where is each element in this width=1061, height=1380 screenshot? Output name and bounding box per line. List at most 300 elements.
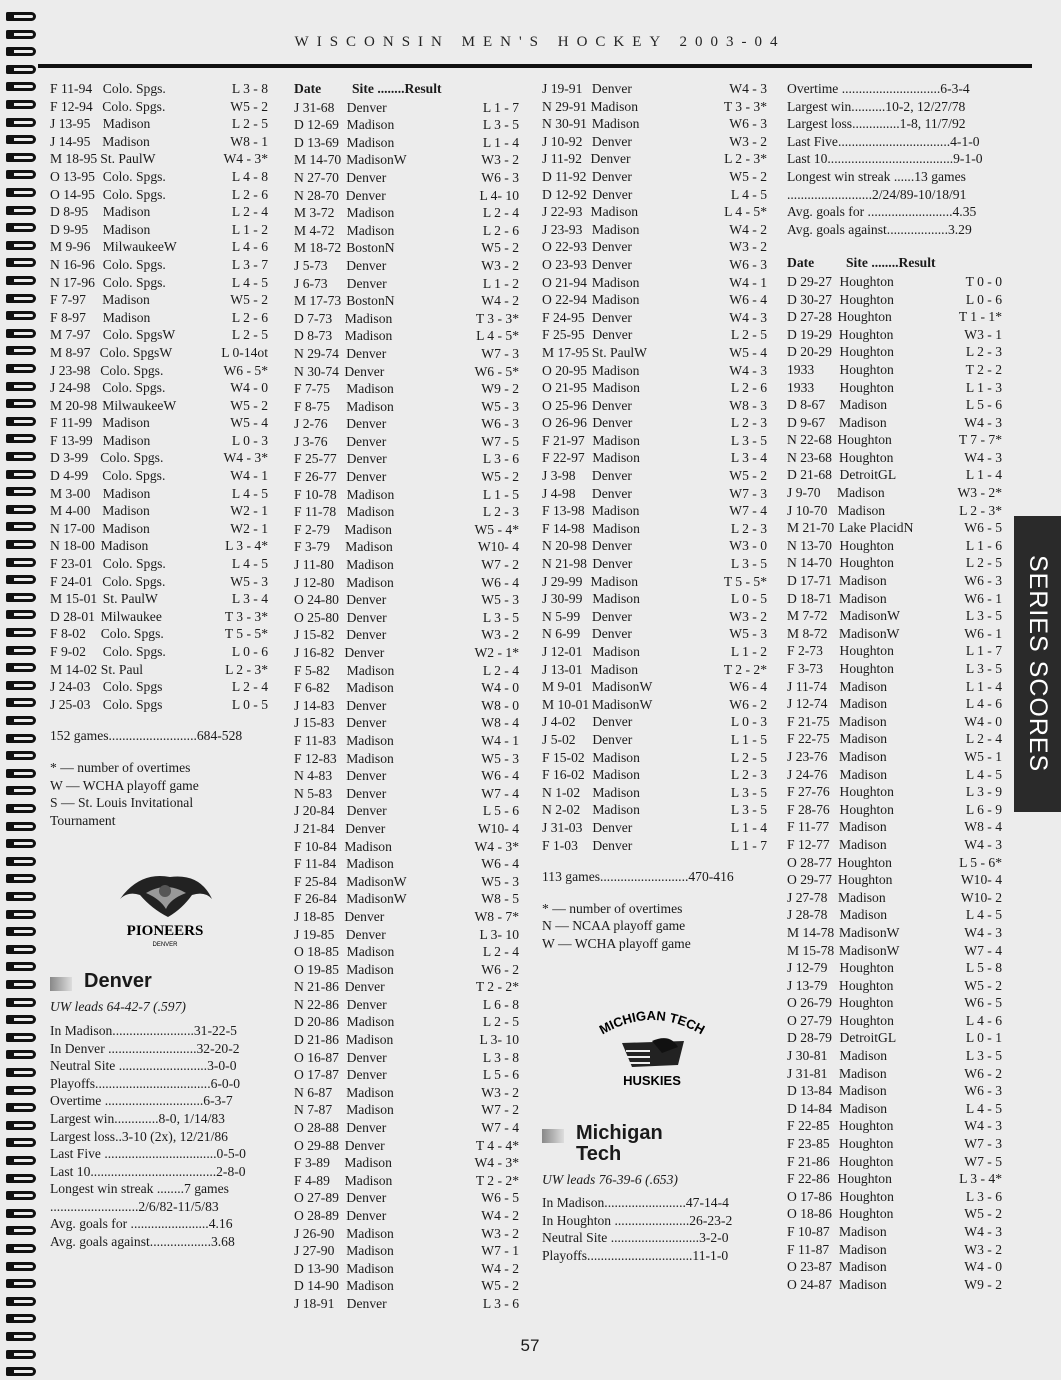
game-result: W6 - 2 <box>481 961 519 977</box>
game-site: Denver <box>346 1295 387 1311</box>
game-result: W5 - 2 <box>230 98 268 114</box>
result-row <box>787 1258 1002 1276</box>
result-row <box>50 98 268 116</box>
result-row <box>787 449 1002 467</box>
game-date: M 10-01 <box>542 696 590 712</box>
game-site: Madison <box>591 221 640 237</box>
result-row <box>294 662 519 680</box>
result-row <box>294 785 519 803</box>
game-date: O 18-86 <box>787 1206 832 1222</box>
game-date: N 28-70 <box>294 187 339 203</box>
game-date: N 1-02 <box>542 784 581 800</box>
stat-line: Largest win.............8-0, 1/14/83 <box>50 1110 225 1126</box>
game-date: N 23-68 <box>787 449 832 465</box>
game-site: Denver <box>346 451 387 467</box>
game-site: St. PaulW <box>102 591 158 607</box>
game-date: F 11-78 <box>294 504 337 520</box>
game-site: Madison <box>346 486 395 502</box>
game-date: F 9-02 <box>50 644 86 659</box>
game-site: MadisonW <box>839 625 900 641</box>
game-site: Denver <box>591 133 632 149</box>
result-row <box>542 643 767 661</box>
game-site: Madison <box>839 1048 888 1064</box>
result-row <box>542 608 767 626</box>
game-site: Madison <box>839 1065 887 1081</box>
result-row <box>294 838 519 856</box>
game-site: Madison <box>592 450 640 466</box>
game-site: Madison <box>839 1083 887 1099</box>
game-result: W4 - 3 <box>964 924 1002 940</box>
game-date: M 18-95 <box>50 151 98 167</box>
result-row <box>294 222 519 240</box>
game-site: Colo. Spgs. <box>102 556 166 572</box>
team-name: Denver <box>84 970 152 993</box>
binding-ring <box>6 751 36 760</box>
binding-ring <box>6 663 36 672</box>
result-row <box>542 749 767 767</box>
binding-ring <box>6 857 36 866</box>
result-row <box>542 731 767 749</box>
game-date: N 6-99 <box>542 626 581 642</box>
game-result: W3 - 2 <box>729 608 767 624</box>
result-row <box>50 485 268 503</box>
game-date: N 21-98 <box>542 556 587 572</box>
result-row <box>294 1295 519 1313</box>
stat-line: Largest win..........10-2, 12/27/78 <box>787 98 966 114</box>
binding-ring <box>6 452 36 461</box>
game-date: N 5-83 <box>294 785 333 801</box>
game-result: L 3 - 4* <box>959 1171 1002 1187</box>
game-result: L 2 - 4 <box>231 679 268 695</box>
game-result: W4 - 3* <box>474 838 519 854</box>
game-site: Madison <box>102 221 151 237</box>
game-result: L 3 - 5 <box>965 661 1002 676</box>
result-row <box>542 467 767 485</box>
game-result: T 5 - 5* <box>224 626 268 642</box>
result-row <box>787 361 1002 379</box>
game-result: L 1 - 5 <box>482 486 519 502</box>
game-date: M 4-72 <box>294 222 335 238</box>
game-result: W8 - 7* <box>474 908 519 924</box>
result-row <box>542 555 767 573</box>
result-row <box>542 133 767 151</box>
result-row <box>787 590 1002 608</box>
game-result: L 1 - 2 <box>482 275 519 291</box>
game-site: Madison <box>592 432 640 448</box>
game-result: W7 - 2 <box>481 557 519 573</box>
game-result: L 0 - 5 <box>730 591 767 607</box>
result-row <box>542 537 767 555</box>
game-site: Denver <box>346 785 387 801</box>
game-date: F 22-97 <box>542 450 585 466</box>
result-row <box>787 1276 1002 1294</box>
game-site: Denver <box>345 926 386 942</box>
game-site: Madison <box>346 732 394 748</box>
binding-ring <box>6 364 36 373</box>
result-row <box>294 855 519 873</box>
game-site: BostonN <box>346 240 395 256</box>
binding-ring <box>6 311 36 320</box>
binding-ring <box>6 558 36 567</box>
game-result: L 2 - 3 <box>965 344 1002 360</box>
binding-ring <box>6 1138 36 1147</box>
game-site: Denver <box>344 979 385 995</box>
game-result: L 3 - 8 <box>482 1049 519 1065</box>
game-date: O 16-87 <box>294 1049 339 1065</box>
result-row <box>294 275 519 293</box>
game-site: Madison <box>102 292 150 308</box>
game-date: F 8-02 <box>50 626 86 642</box>
result-row <box>50 397 268 415</box>
game-result: L 4 - 6 <box>965 696 1002 712</box>
game-site: Madison <box>839 696 888 712</box>
result-row <box>787 379 1002 397</box>
game-result: W2 - 1* <box>474 645 519 660</box>
game-result: L 1 - 4 <box>730 819 767 835</box>
binding-ring <box>6 82 36 91</box>
game-site: Madison <box>839 1100 888 1116</box>
game-date: D 21-68 <box>787 467 832 483</box>
game-date: J 20-84 <box>294 803 335 819</box>
result-row <box>542 520 767 538</box>
stat-line: In Denver ..........................32-20-2 <box>50 1040 240 1056</box>
game-date: N 27-70 <box>294 169 339 185</box>
game-date: O 21-94 <box>542 274 587 290</box>
header-date: Date <box>294 81 322 96</box>
game-result: W6 - 3 <box>481 416 519 432</box>
result-row <box>294 380 519 398</box>
result-row <box>787 1223 1002 1241</box>
game-site: Madison <box>592 591 640 607</box>
game-date: J 18-85 <box>294 908 335 924</box>
result-row <box>542 379 767 397</box>
game-date: D 18-71 <box>787 590 832 606</box>
game-site: Madison <box>346 680 394 696</box>
game-date: N 21-86 <box>294 979 339 995</box>
game-date: O 29-88 <box>294 1137 339 1153</box>
result-row <box>50 625 268 643</box>
game-date: J 26-90 <box>294 1225 335 1241</box>
game-date: O 24-87 <box>787 1276 832 1292</box>
result-row <box>50 590 268 608</box>
result-row <box>50 133 268 151</box>
result-row <box>542 678 767 696</box>
game-site: Madison <box>591 292 640 308</box>
result-row <box>787 695 1002 713</box>
result-row <box>787 1047 1002 1065</box>
game-date: J 5-73 <box>294 257 328 273</box>
game-date: F 11-87 <box>787 1241 830 1257</box>
binding-ring <box>6 417 36 426</box>
game-site: Madison <box>839 766 888 782</box>
game-site: Houghton <box>839 273 894 289</box>
game-result: W4 - 3* <box>223 151 268 167</box>
game-date: J 6-73 <box>294 275 328 291</box>
binding-ring <box>6 434 36 443</box>
game-result: L 4 - 5 <box>231 556 268 572</box>
result-row <box>787 994 1002 1012</box>
game-result: W7 - 3 <box>729 485 767 501</box>
result-row <box>294 99 519 117</box>
game-date: N 6-87 <box>294 1084 333 1100</box>
game-site: Houghton <box>839 801 894 817</box>
binding-ring <box>6 1244 36 1253</box>
result-row <box>787 1100 1002 1118</box>
result-row <box>294 1207 519 1225</box>
game-date: J 13-01 <box>542 661 583 677</box>
game-date: O 17-86 <box>787 1188 832 1204</box>
game-result: W5 - 2 <box>964 1206 1002 1222</box>
game-result: W6 - 5 <box>964 995 1002 1011</box>
game-date: F 21-97 <box>542 432 585 448</box>
game-date: J 4-02 <box>542 714 576 730</box>
game-result: W6 - 3 <box>964 573 1002 589</box>
game-result: W9 - 2 <box>964 1276 1002 1292</box>
game-date: O 17-87 <box>294 1067 339 1083</box>
game-date: F 22-86 <box>787 1171 830 1187</box>
legend-notes-1 <box>50 759 268 829</box>
header-site-result <box>352 80 442 98</box>
pioneers-logo <box>110 869 220 949</box>
game-site: Denver <box>346 1190 387 1206</box>
game-result: L 2 - 4 <box>482 944 519 960</box>
game-result: W9 - 2 <box>481 381 519 397</box>
game-date: N 17-96 <box>50 274 95 290</box>
game-site: Denver <box>591 485 632 501</box>
game-date: M 18-72 <box>294 240 342 256</box>
game-site: Madison <box>102 520 150 536</box>
game-site: Colo. Spgs. <box>102 573 166 589</box>
game-date: J 12-01 <box>542 644 583 659</box>
game-date: F 21-86 <box>787 1153 830 1169</box>
game-result: W3 - 0 <box>729 538 767 554</box>
game-date: F 27-76 <box>787 784 830 800</box>
game-site: Denver <box>346 592 387 608</box>
stat-line: In Madison........................31-22-5 <box>50 1022 237 1038</box>
result-row <box>542 819 767 837</box>
game-date: N 4-83 <box>294 768 333 784</box>
game-site: Houghton <box>839 1136 894 1152</box>
game-date: F 7-75 <box>294 381 330 397</box>
binding-ring <box>6 910 36 919</box>
binding-ring <box>6 258 36 267</box>
result-row <box>787 730 1002 748</box>
team-name-line2: Tech <box>576 1142 622 1165</box>
binding-ring <box>6 206 36 215</box>
binding-ring <box>6 65 36 74</box>
binding-ring <box>6 593 36 602</box>
game-date: F 1-03 <box>542 837 578 853</box>
game-site: Madison <box>102 204 151 220</box>
binding-ring <box>6 892 36 901</box>
result-row <box>787 678 1002 696</box>
game-result: L 5 - 6 <box>482 1067 519 1083</box>
legend-line: * — number of overtimes <box>542 900 683 916</box>
result-row <box>542 186 767 204</box>
result-row <box>294 257 519 275</box>
game-result: L 1 - 6 <box>965 537 1002 553</box>
game-site: Colo. Spgs <box>102 696 163 712</box>
game-result: W5 - 2 <box>729 468 767 484</box>
result-row <box>542 221 767 239</box>
stat-line: .........................2/24/89-10/18/91 <box>787 186 967 202</box>
game-site: Madison <box>839 678 888 694</box>
results-list-2 <box>294 99 519 1313</box>
result-row <box>787 1065 1002 1083</box>
result-row <box>294 1137 519 1155</box>
game-date: F 10-87 <box>787 1224 830 1239</box>
game-result: W3 - 2 <box>481 627 519 643</box>
game-site: Madison <box>346 381 394 397</box>
pioneers-logo-text: PIONEERS <box>126 923 204 940</box>
result-row <box>787 519 1002 537</box>
result-row <box>294 908 519 926</box>
game-result: L 3- 10 <box>479 1032 519 1048</box>
binding-ring <box>6 170 36 179</box>
game-result: W6 - 5 <box>481 1190 519 1206</box>
game-site: Denver <box>592 556 633 572</box>
game-site: Madison <box>591 274 640 290</box>
result-row <box>294 750 519 768</box>
game-result: L 2 - 3 <box>730 767 767 783</box>
result-row <box>50 168 268 186</box>
binding-ring <box>6 223 36 232</box>
game-date: M 8-97 <box>50 344 91 360</box>
result-row <box>294 1013 519 1031</box>
result-row <box>787 625 1002 643</box>
result-row <box>294 926 519 944</box>
game-date: O 24-80 <box>294 592 339 608</box>
game-result: L 3 - 5 <box>730 784 767 800</box>
result-row <box>294 503 519 521</box>
result-row <box>294 486 519 504</box>
result-row <box>50 432 268 450</box>
game-site: Denver <box>592 837 633 853</box>
game-result: W7 - 1 <box>481 1243 519 1259</box>
binding-ring <box>6 540 36 549</box>
result-row <box>787 1205 1002 1223</box>
game-result: T 3 - 3* <box>224 608 268 624</box>
game-date: J 11-74 <box>787 678 827 694</box>
stat-line: Last Five.................................4-1-0 <box>787 133 980 149</box>
game-date: M 9-01 <box>542 679 583 695</box>
result-row <box>542 449 767 467</box>
result-row <box>542 326 767 344</box>
result-row <box>294 1242 519 1260</box>
game-date: D 13-69 <box>294 134 339 150</box>
stat-line: Last 10.....................................2-8-0 <box>50 1163 246 1179</box>
game-date: M 15-78 <box>787 942 835 958</box>
game-result: W6 - 1 <box>964 590 1002 606</box>
game-result: W6 - 2 <box>964 1065 1002 1081</box>
game-date: J 4-98 <box>542 485 576 501</box>
game-result: W10- 2 <box>960 889 1002 905</box>
stat-line: Overtime .............................6-3-7 <box>50 1093 233 1109</box>
result-row <box>50 221 268 239</box>
game-result: W4 - 3 <box>729 81 767 96</box>
column-1 <box>50 80 268 1251</box>
game-date: F 11-83 <box>294 732 337 748</box>
game-date: O 22-94 <box>542 292 587 308</box>
game-site: Denver <box>591 168 632 184</box>
stat-line: Last Five .................................0-5-0 <box>50 1146 246 1162</box>
game-site: Denver <box>346 996 387 1012</box>
game-result: W4 - 3* <box>474 1155 519 1171</box>
game-date: F 22-75 <box>787 731 830 747</box>
game-date: F 7-97 <box>50 292 86 308</box>
game-date: N 14-70 <box>787 555 832 571</box>
result-row <box>50 467 268 485</box>
result-row <box>50 678 268 696</box>
game-site: Madison <box>591 362 640 378</box>
game-site: Houghton <box>837 1171 892 1187</box>
game-site: MadisonW <box>346 152 407 168</box>
game-date: J 23-93 <box>542 221 583 237</box>
game-site: Colo. Spgs. <box>102 186 166 202</box>
legend-notes-3 <box>542 900 767 953</box>
game-result: W4 - 3* <box>223 450 268 466</box>
result-row <box>787 414 1002 432</box>
binding-ring <box>6 487 36 496</box>
game-result: L 1 - 2 <box>730 644 767 659</box>
game-result: W6 - 5* <box>223 362 268 378</box>
game-result: W4 - 0 <box>964 713 1002 729</box>
game-site: Houghton <box>839 995 894 1011</box>
result-row <box>542 397 767 415</box>
game-date: F 22-85 <box>787 1118 830 1134</box>
legend-line: N — NCAA playoff game <box>542 918 686 934</box>
game-date: O 20-95 <box>542 362 587 378</box>
game-site: Colo. Spgs. <box>102 468 166 484</box>
game-result: W4 - 3 <box>964 1224 1002 1239</box>
result-row <box>787 871 1002 889</box>
game-site: Denver <box>346 416 387 432</box>
game-site: Madison <box>346 222 395 238</box>
game-result: L 4 - 5 <box>965 907 1002 923</box>
game-site: Madison <box>592 380 640 396</box>
game-result: W2 - 1 <box>230 503 268 519</box>
game-site: Madison <box>346 1243 394 1259</box>
game-date: J 28-78 <box>787 907 828 923</box>
header-date: Date <box>787 255 815 271</box>
game-date: F 25-77 <box>294 451 337 467</box>
game-date: M 7-72 <box>787 608 828 624</box>
game-site: Houghton <box>839 977 894 993</box>
result-row <box>294 1119 519 1137</box>
result-row <box>542 98 767 116</box>
stat-line: ..........................2/6/82-11/5/83 <box>50 1198 219 1214</box>
game-result: W4 - 1 <box>729 274 767 290</box>
game-result: L 5 - 6 <box>965 397 1002 413</box>
game-date: F 23-85 <box>787 1136 830 1152</box>
column-header <box>294 80 519 98</box>
game-result: L 2 - 4 <box>965 731 1002 747</box>
game-result: W6 - 5* <box>474 363 519 379</box>
header-result: ........Result <box>871 255 936 271</box>
game-date: M 14-78 <box>787 924 835 940</box>
result-row <box>542 485 767 503</box>
result-row <box>294 1101 519 1119</box>
result-row <box>294 574 519 592</box>
game-site: Madison <box>590 661 639 677</box>
result-row <box>50 150 268 168</box>
game-date: N 30-91 <box>542 116 587 132</box>
result-row <box>50 537 268 555</box>
game-result: L 5 - 8 <box>965 960 1002 976</box>
game-result: W4 - 1 <box>230 468 268 484</box>
result-row <box>787 484 1002 502</box>
binding-ring <box>6 1367 36 1376</box>
